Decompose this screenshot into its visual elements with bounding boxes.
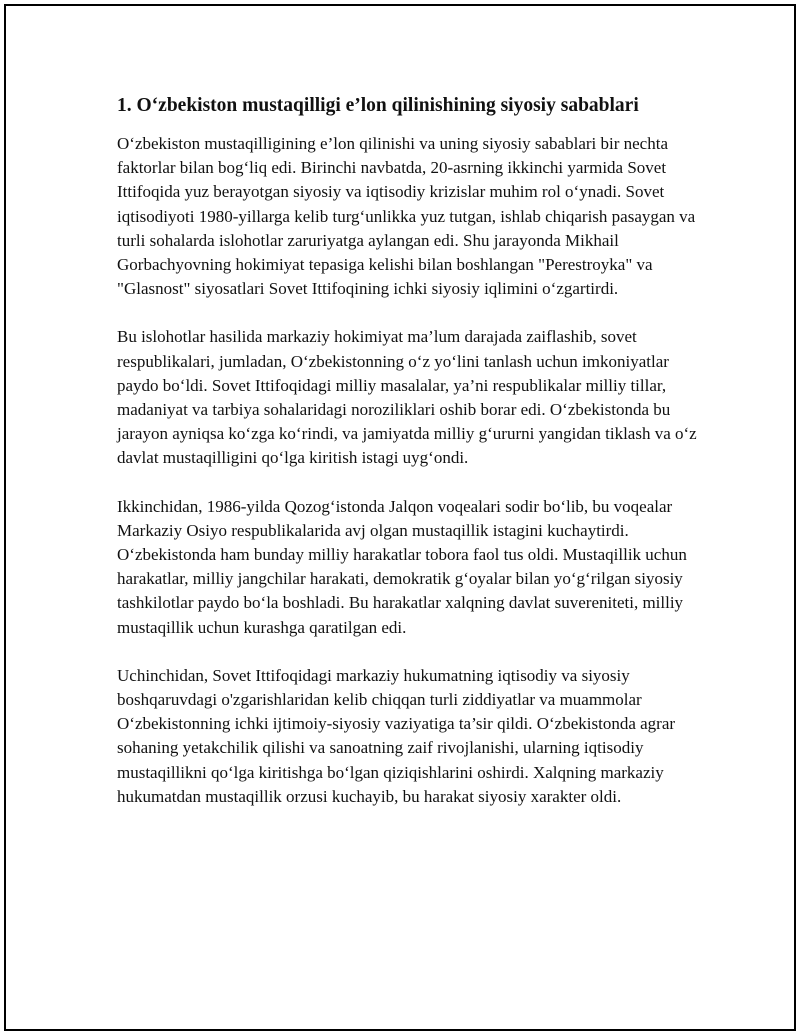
section-heading: 1. O‘zbekiston mustaqilligi e’lon qilinishining siyosiy sabablari — [117, 95, 639, 116]
paragraph-3: Ikkinchidan, 1986-yilda Qozog‘istonda Jalqon voqealari sodir bo‘lib, bu voqealar Markaziy Osiyo respublikalarida avj olgan mustaqillik istagini kuchaytirdi. O‘zbekistonda ham bunday milliy harakatlar tobora faol tus oldi. Mustaqillik uchun harakatlar, milliy jangchilar harakati, demokratik g‘oyalar bilan yo‘g‘rilgan siyosiy tashkilotlar paydo bo‘la boshladi. Bu harakatlar xalqning davlat suvereniteti, milliy mustaqillik uchun kurashga qaratilgan edi. — [117, 496, 687, 637]
paragraph-4: Uchinchidan, Sovet Ittifoqidagi markaziy hukumatning iqtisodiy va siyosiy boshqaruvdagi o'zgarishlaridan kelib chiqqan turli ziddiyatlar va muammolar O‘zbekistonning ichki ijtimoiy-siyosiy vaziyatiga ta’sir qildi. O‘zbekistonda agrar sohaning yetakchilik qilishi va sanoatning zaif rivojlanishi, ularning iqtisodiy mustaqillikni qo‘lga kiritishga bo‘lgan qiziqishlarini oshirdi. Xalqning markaziy hukumatdan mustaqillik orzusi kuchayib, bu harakat siyosiy xarakter oldi. — [117, 665, 676, 806]
paragraph-1: O‘zbekiston mustaqilligining e’lon qilinishi va uning siyosiy sabablari bir nechta faktorlar bilan bog‘liq edi. Birinchi navbatda, 20-asrning ikkinchi yarmida Sovet Ittifoqida yuz berayotgan siyosiy va iqtisodiy krizislar muhim rol o‘ynadi. Sovet iqtisodiyoti 1980-yillarga kelib turg‘unlikka yuz tutgan, ishlab chiqarish pasaygan va turli sohalarda islohotlar zaruriyatga aylangan edi. Shu jarayonda Mikhail Gorbachyovning hokimiyat tepasiga kelishi bilan boshlangan "Perestroyka" va "Glasnost" siyosatlari Sovet Ittifoqining ichki siyosiy iqlimini o‘zgartirdi. — [117, 134, 696, 299]
paragraph-2: Bu islohotlar hasilida markaziy hokimiyat ma’lum darajada zaiflashib, sovet respublikalari, jumladan, O‘zbekistonning o‘z yo‘lini tanlash uchun imkoniyatlar paydo bo‘ldi. Sovet Ittifoqidagi milliy masalalar, ya’ni respublikalar milliy tillar, madaniyat va tarbiya sohalaridagi noroziliklari oshib borar edi. O‘zbekistonda bu jarayon ayniqsa ko‘zga ko‘rindi, va jamiyatda milliy g‘ururni yangidan tiklash va o‘z davlat mustaqilligini qo‘lga kiritish istagi uyg‘ondi. — [117, 327, 697, 468]
document-body — [117, 92, 697, 833]
